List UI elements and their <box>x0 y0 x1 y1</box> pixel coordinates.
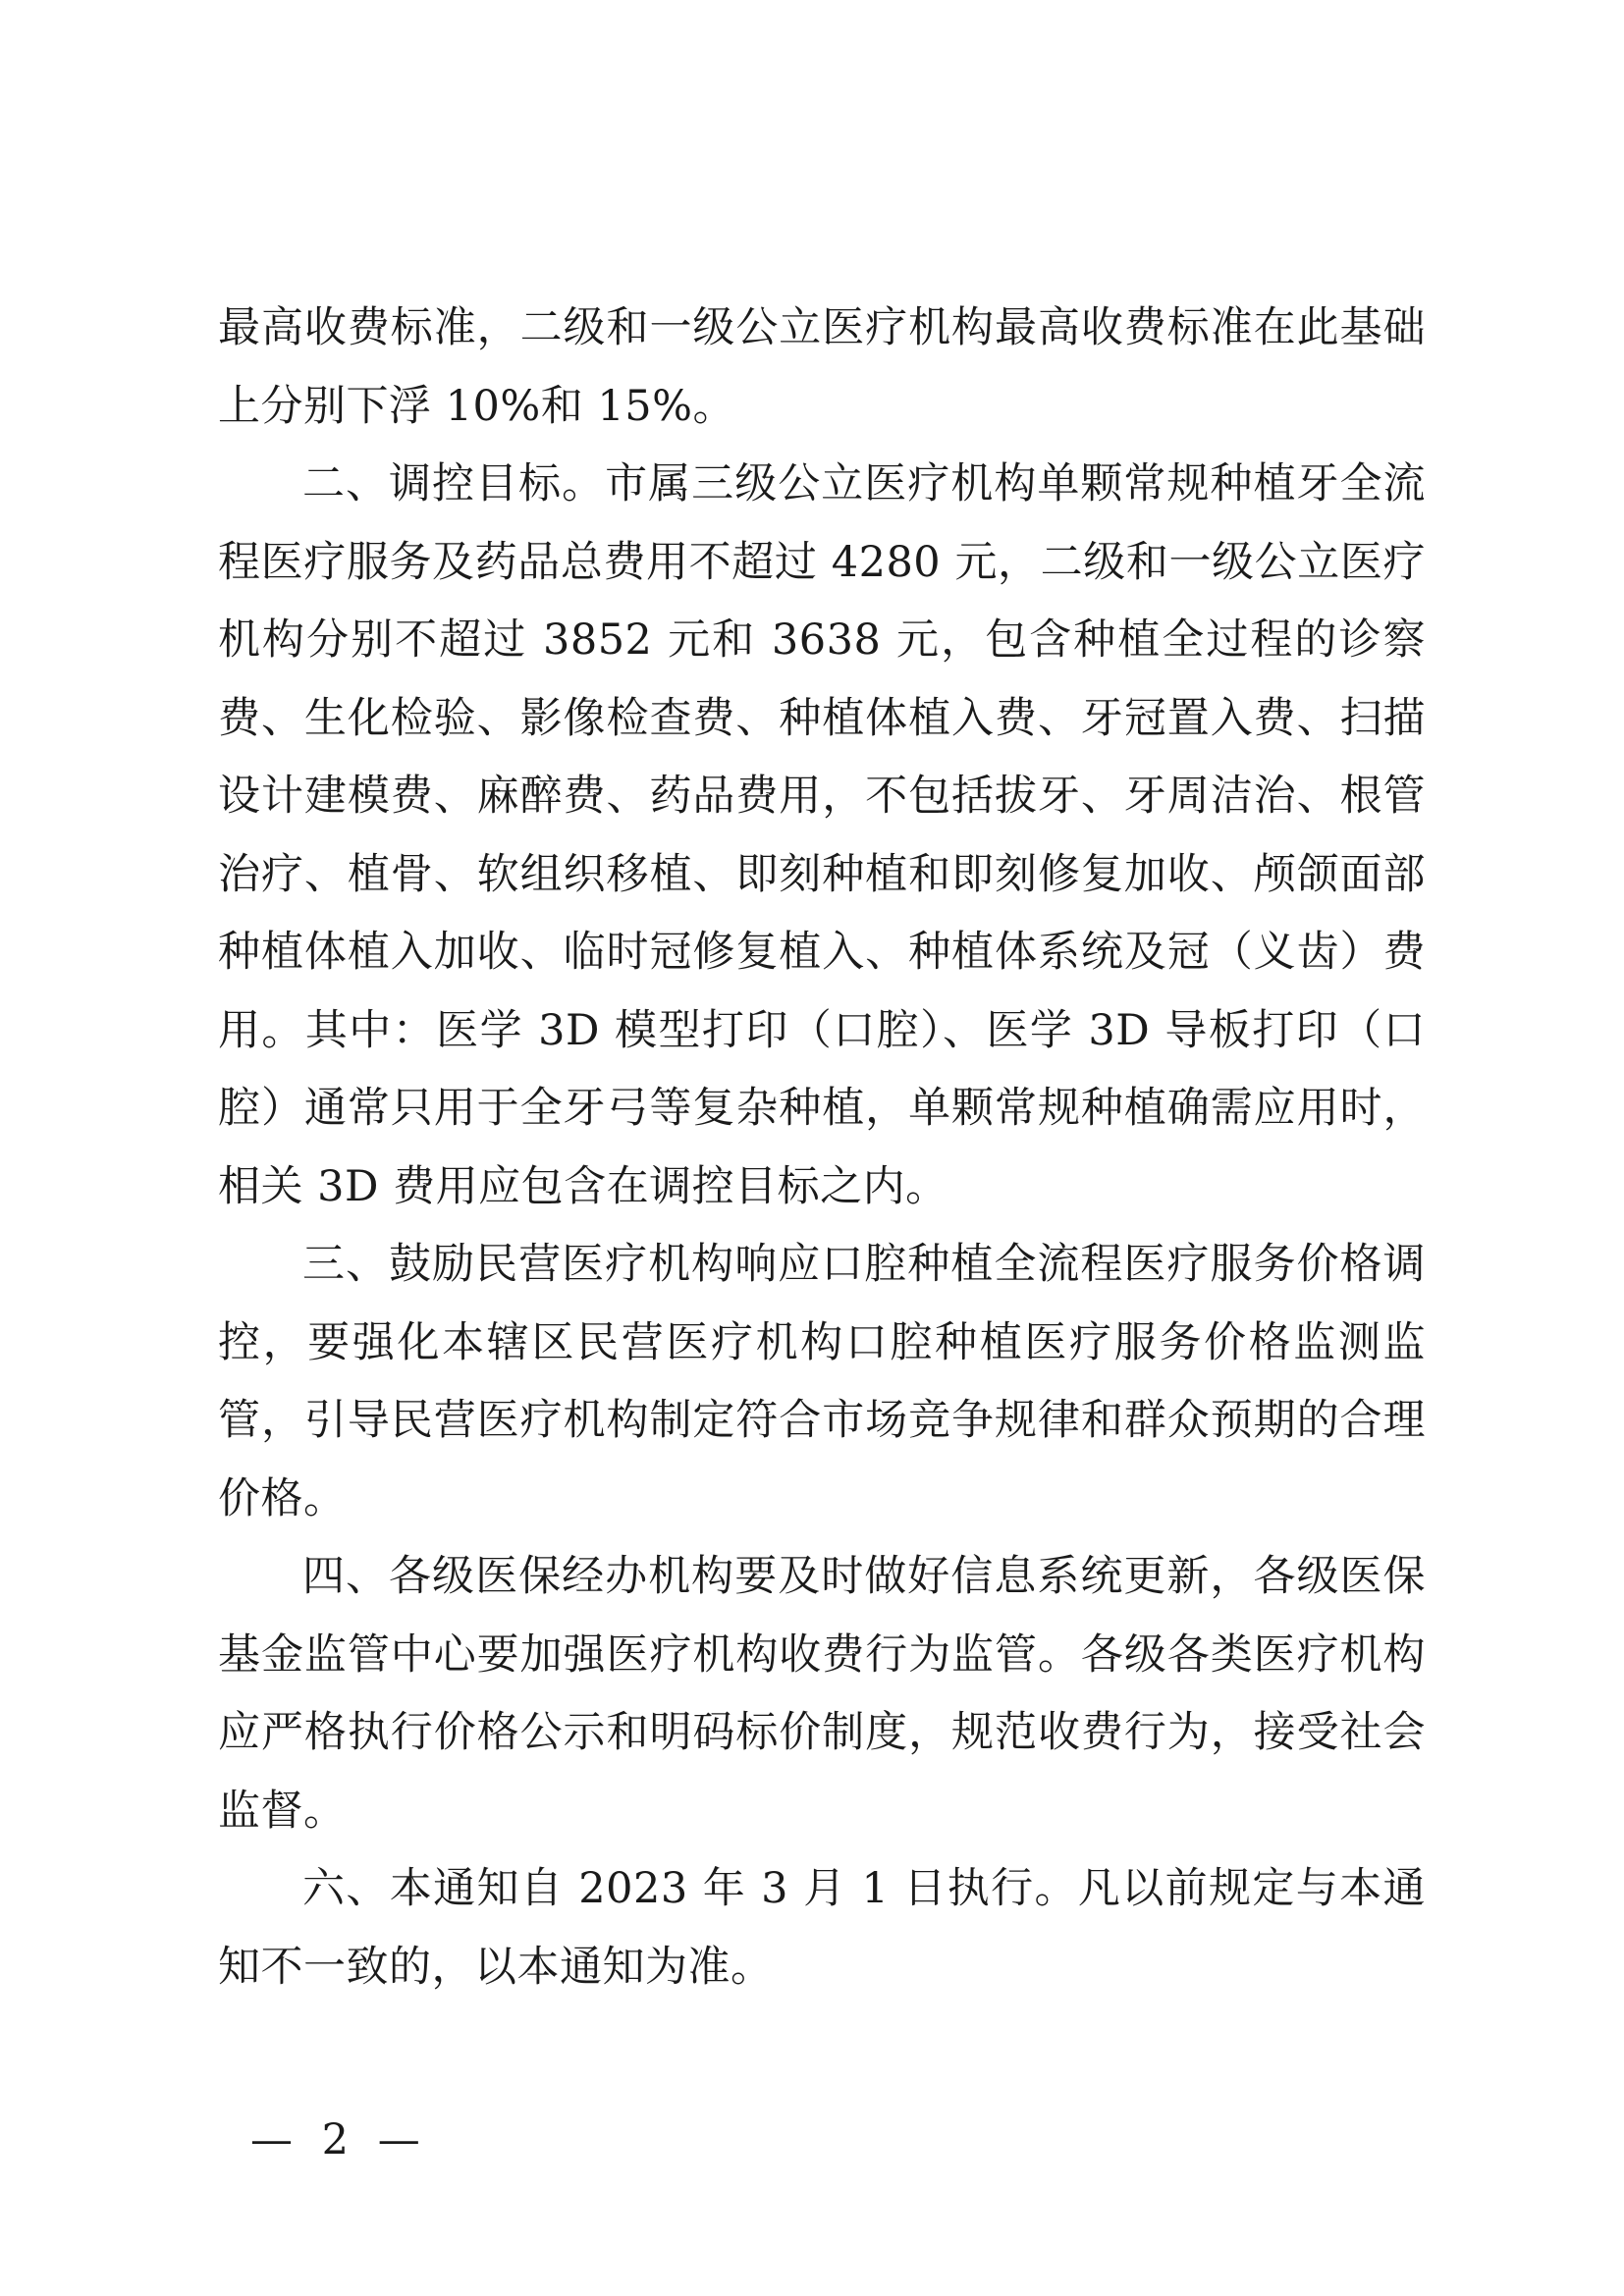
paragraph-effective-date: 六、本通知自 2023 年 3 月 1 日执行。凡以前规定与本通知不一致的，以本通知为准。 <box>218 1864 1426 1992</box>
paragraph-fee-standard-continuation: 最高收费标准，二级和一级公立医疗机构最高收费标准在此基础上分别下浮 10%和 15%。 <box>218 303 1426 431</box>
paragraph-insurance-agencies: 四、各级医保经办机构要及时做好信息系统更新，各级医保基金监管中心要加强医疗机构收费行为监管。各级各类医疗机构应严格执行价格公示和明码标价制度，规范收费行为，接受社会监督。 <box>218 1552 1426 1836</box>
page-number: — 2 — <box>250 2115 428 2164</box>
paragraph-private-institutions: 三、鼓励民营医疗机构响应口腔种植全流程医疗服务价格调控，要强化本辖区民营医疗机构口腔种植医疗服务价格监测监管，引导民营医疗机构制定符合市场竞争规律和群众预期的合理价格。 <box>218 1240 1426 1523</box>
paragraph-regulation-target: 二、调控目标。市属三级公立医疗机构单颗常规种植牙全流程医疗服务及药品总费用不超过 4280 元，二级和一级公立医疗机构分别不超过 3852 元和 3638 元，包含种植全过程的诊察费、生化检验、影像检查费、种植体植入费、牙冠置入费、扫描设计建模费、麻醉费、药品费用，不包括拔牙、牙周洁治、根管治疗、植骨、软组织移植、即刻种植和即刻修复加收、颅颌面部种植体植入加收、临时冠修复植入、种植体系统及冠（义齿）费用。其中：医学 3D 模型打印（口腔）、医学 3D 导板打印（口腔）通常只用于全牙弓等复杂种植，单颗常规种植确需应用时，相关 3D 费用应包含在调控目标之内。 <box>218 459 1426 1211</box>
document-body <box>218 290 1426 2006</box>
